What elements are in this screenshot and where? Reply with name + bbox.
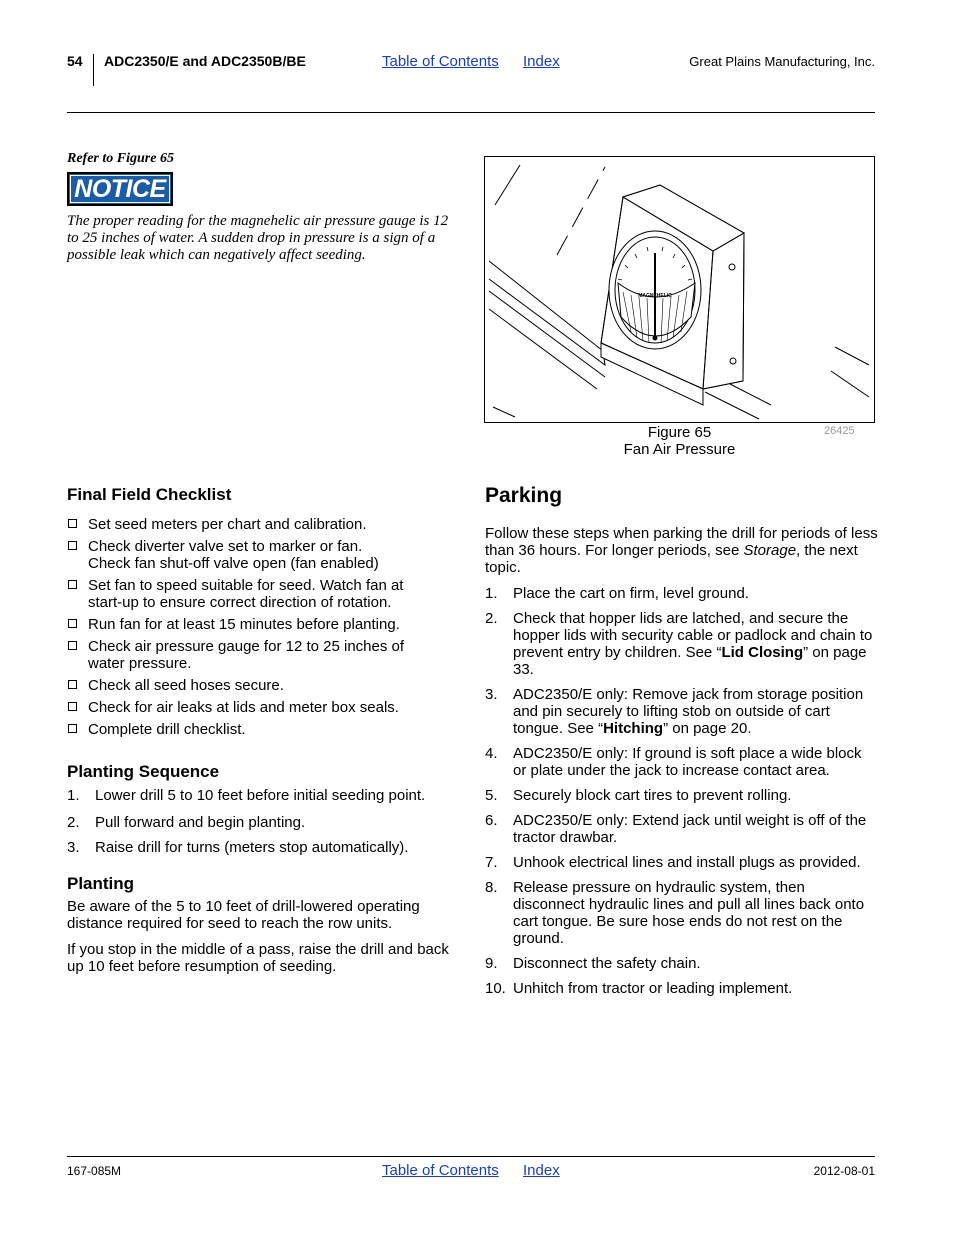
checkbox-icon — [68, 702, 77, 711]
list-item: 2. Pull forward and begin planting. — [67, 814, 306, 831]
list-item: 2. Check that hopper lids are latched, and secure the hopper lids with security cable or padlock and chain to prevent entry by children. See “Lid Closing” on page 33. — [485, 610, 873, 678]
figure-code: 26425 — [824, 425, 855, 437]
checkbox-icon — [68, 580, 77, 589]
checkbox-icon — [68, 541, 77, 550]
checkbox-icon — [68, 519, 77, 528]
list-item: 3. Raise drill for turns (meters stop automatically). — [67, 839, 409, 856]
figure-65-illustration — [484, 156, 875, 423]
parking-intro: Follow these steps when parking the drill for periods of less than 36 hours. For longer periods, see Storage, the next topic. — [485, 525, 878, 576]
checklist-item: Check air pressure gauge for 12 to 25 inches of water pressure. — [67, 638, 467, 672]
checklist-item: Set fan to speed suitable for seed. Watch fan at start-up to ensure correct direction of rotation. — [67, 577, 467, 611]
planting-sequence-list — [67, 787, 467, 864]
document-number: 167-085M — [67, 1164, 122, 1178]
paragraph: Be aware of the 5 to 10 feet of drill-lowered operating distance required for seed to reach the row units. — [67, 898, 420, 932]
checkbox-icon — [68, 619, 77, 628]
footer-toc-link[interactable]: Table of Contents — [382, 1162, 499, 1179]
checklist-item: Run fan for at least 15 minutes before planting. — [67, 616, 467, 633]
header-index-link[interactable]: Index — [523, 53, 560, 70]
company-name: Great Plains Manufacturing, Inc. — [689, 54, 875, 69]
document-title: ADC2350/E and ADC2350B/BE — [104, 53, 306, 69]
footer-rule — [67, 1156, 875, 1157]
footer-index-link[interactable]: Index — [523, 1162, 560, 1179]
header-divider — [93, 54, 94, 86]
gauge-illustration — [485, 157, 874, 422]
parking-steps — [485, 585, 877, 1005]
checklist-item: Check all seed hoses secure. — [67, 677, 467, 694]
document-date: 2012-08-01 — [813, 1164, 875, 1178]
list-item: 1. Lower drill 5 to 10 feet before initial seeding point. — [67, 787, 426, 804]
list-item: 8. Release pressure on hydraulic system, then disconnect hydraulic lines and pull all lines back onto cart tongue. Be sure hose ends do not rest on the ground. — [485, 879, 865, 947]
planting-heading: Planting — [67, 874, 135, 893]
list-item: 10. Unhitch from tractor or leading implement. — [485, 980, 793, 997]
figure-title: Fan Air Pressure — [623, 441, 736, 458]
checklist-item: Check diverter valve set to marker or fan. Check fan shut-off valve open (fan enabled) — [67, 538, 467, 572]
list-item: 5. Securely block cart tires to prevent rolling. — [485, 787, 792, 804]
checkbox-icon — [68, 724, 77, 733]
notice-badge-label: NOTICE — [70, 175, 170, 203]
list-item: 9. Disconnect the safety chain. — [485, 955, 701, 972]
paragraph: If you stop in the middle of a pass, raise the drill and back up 10 feet before resumption of seeding. — [67, 941, 449, 975]
list-item: 4. ADC2350/E only: If ground is soft place a wide block or plate under the jack to increase contact area. — [485, 745, 862, 779]
figure-number: Figure 65 — [647, 424, 712, 441]
parking-heading: Parking — [485, 484, 563, 507]
final-checklist-heading: Final Field Checklist — [67, 485, 232, 504]
list-item: 7. Unhook electrical lines and install plugs as provided. — [485, 854, 861, 871]
notice-text: The proper reading for the magnehelic air pressure gauge is 12 to 25 inches of water. A sudden drop in pressure is a sign of a possible leak which can negatively affect seeding. — [67, 213, 449, 263]
page-number: 54 — [67, 53, 83, 69]
header-rule — [67, 112, 875, 113]
final-checklist — [67, 516, 467, 743]
checklist-item: Set seed meters per chart and calibration. — [67, 516, 467, 533]
planting-sequence-heading: Planting Sequence — [67, 762, 220, 781]
figure-caption — [484, 424, 875, 458]
list-item: 1. Place the cart on firm, level ground. — [485, 585, 749, 602]
refer-to-figure: Refer to Figure 65 — [67, 151, 174, 166]
notice-badge — [67, 172, 173, 206]
checklist-item: Complete drill checklist. — [67, 721, 467, 738]
checklist-item: Check for air leaks at lids and meter box seals. — [67, 699, 467, 716]
planting-body — [67, 898, 462, 984]
list-item: 3. ADC2350/E only: Remove jack from storage position and pin securely to lifting stob on outside of cart tongue. See “Hitching” on page 20. — [485, 686, 864, 737]
header-toc-link[interactable]: Table of Contents — [382, 53, 499, 70]
list-item: 6. ADC2350/E only: Extend jack until weight is off of the tractor drawbar. — [485, 812, 867, 846]
checkbox-icon — [68, 641, 77, 650]
checkbox-icon — [68, 680, 77, 689]
gauge-brand-label: MAGNEHELIC — [638, 293, 672, 299]
